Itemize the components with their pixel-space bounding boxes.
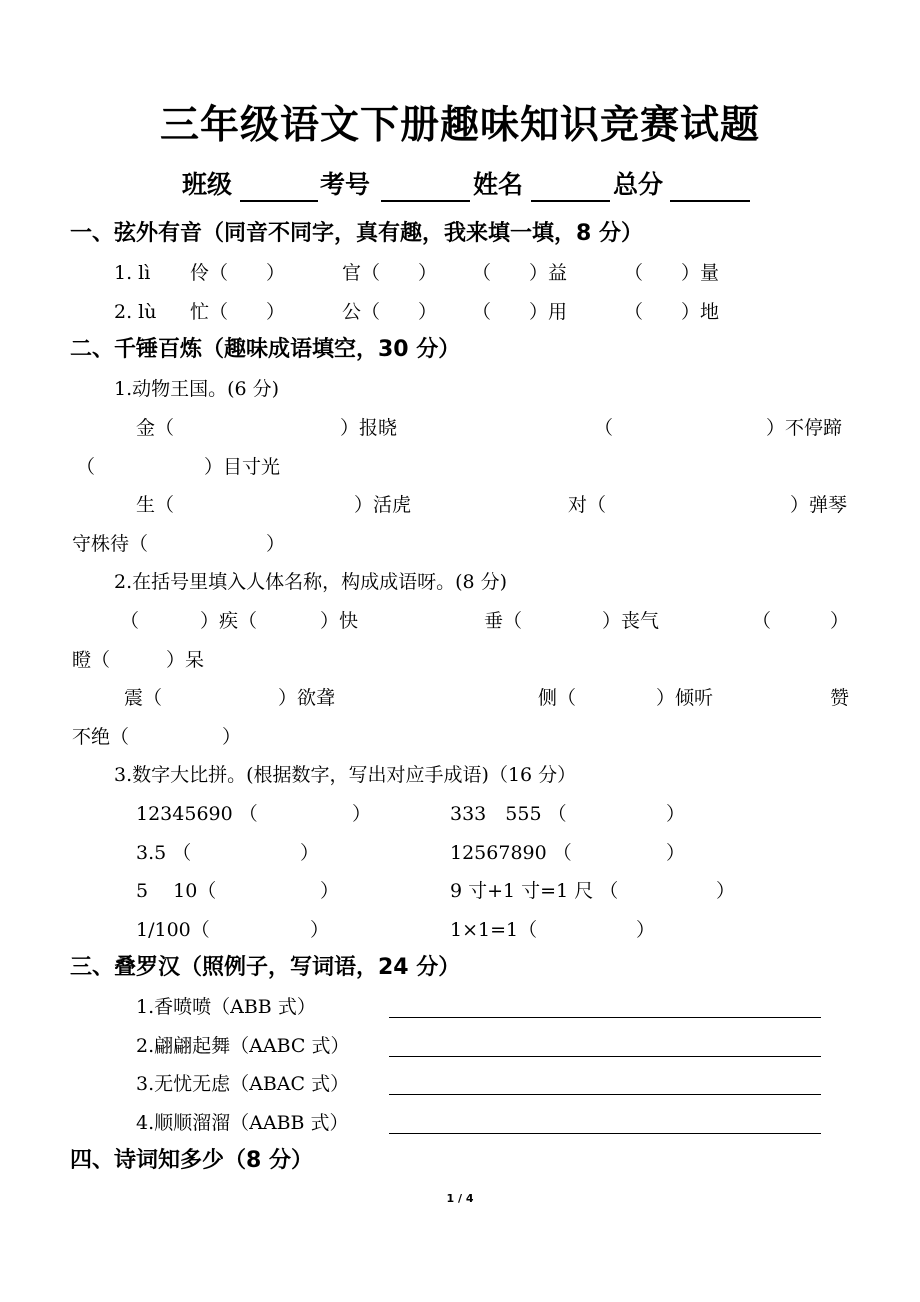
s2-q1-l4a: 守株待（	[72, 533, 149, 555]
s3-answer-line-2[interactable]	[389, 1056, 821, 1057]
s1-row1-c: （ ）益	[472, 262, 568, 284]
s2-q1-l1a: 金（	[136, 417, 175, 439]
s2-q1-l4b: ）	[266, 533, 286, 555]
score-blank[interactable]	[670, 200, 750, 202]
s1-row2-c: （ ）用	[472, 301, 568, 323]
s2-q1-l3d: ）弹琴	[790, 494, 848, 516]
s2-q3-r4c: 1×1=1（	[450, 919, 538, 941]
s2-q3-r2d: ）	[666, 842, 686, 864]
score-label: 总分	[613, 170, 664, 199]
s2-q3-r3a: 5 10（	[136, 880, 217, 902]
s1-row1-b: 官（ ）	[342, 262, 438, 284]
section-2-heading: 二、千锤百炼（趣味成语填空，30 分）	[70, 337, 461, 362]
s2-q2-l3a: 震（	[124, 687, 163, 709]
name-label: 姓名	[473, 170, 524, 199]
s1-row2-b: 公（ ）	[342, 301, 438, 323]
s2-q1-l2a: （	[76, 456, 96, 478]
s2-q1-l2b: ）目寸光	[204, 456, 281, 478]
s2-q2-l3e: 赞	[830, 687, 850, 709]
class-blank[interactable]	[240, 200, 318, 202]
s3-item-4: 4.顺顺溜溜（AABB 式）	[136, 1112, 349, 1134]
s2-q2-l2b: ）呆	[166, 649, 205, 671]
s2-q3-r4d: ）	[636, 919, 656, 941]
s2-q2-l1f: （	[752, 610, 772, 632]
s2-q3-r1c: 333 555 （	[450, 803, 567, 825]
section-4-heading: 四、诗词知多少（8 分）	[70, 1148, 313, 1173]
s2-q3-r3b: ）	[320, 880, 340, 902]
section-1-heading: 一、弦外有音（同音不同字，真有趣，我来填一填，8 分）	[70, 221, 643, 246]
s3-item-2: 2.翩翩起舞（AABC 式）	[136, 1035, 350, 1057]
s2-q1-l3b: ）活虎	[354, 494, 412, 516]
s1-row1-d: （ ）量	[624, 262, 720, 284]
s2-q2-l1b: ）疾（	[200, 610, 258, 632]
name-blank[interactable]	[531, 200, 610, 202]
s2-q3-r2a: 3.5 （	[136, 842, 192, 864]
s2-q2-l3c: 侧（	[538, 687, 577, 709]
s2-q3-r4a: 1/100（	[136, 919, 210, 941]
s1-row2-num: 2. lù	[114, 301, 157, 323]
s2-q1-l3c: 对（	[568, 494, 607, 516]
s2-q3-title: 3.数字大比拼。(根据数字，写出对应手成语)（16 分）	[114, 764, 577, 786]
s3-answer-line-4[interactable]	[389, 1133, 821, 1134]
s2-q3-r2b: ）	[300, 842, 320, 864]
s2-q2-title: 2.在括号里填入人体名称，构成成语呀。(8 分)	[114, 571, 508, 593]
s2-q2-l1e: ）丧气	[602, 610, 660, 632]
s3-answer-line-3[interactable]	[389, 1094, 821, 1095]
s2-q2-l4b: ）	[222, 726, 242, 748]
s2-q2-l1d: 垂（	[484, 610, 523, 632]
s2-q3-r3d: ）	[716, 880, 736, 902]
s2-q3-r3c: 9 寸+1 寸=1 尺 （	[450, 880, 619, 902]
s2-q1-l1b: ）报晓	[340, 417, 398, 439]
s1-row1-num: 1. lì	[114, 262, 151, 284]
s2-q3-r2c: 12567890 （	[450, 842, 572, 864]
section-3-heading: 三、叠罗汉（照例子，写词语，24 分）	[70, 955, 461, 980]
s2-q2-l4a: 不绝（	[72, 726, 130, 748]
number-label: 考号	[320, 170, 371, 199]
s2-q3-r1b: ）	[352, 803, 372, 825]
s2-q3-r1d: ）	[666, 803, 686, 825]
s2-q1-l1c: （	[594, 417, 614, 439]
s2-q1-l3a: 生（	[136, 494, 175, 516]
number-blank[interactable]	[381, 200, 470, 202]
s2-q2-l1g: ）	[830, 610, 850, 632]
s2-q3-r4b: ）	[310, 919, 330, 941]
s3-item-3: 3.无忧无虑（ABAC 式）	[136, 1073, 350, 1095]
s2-q2-l2a: 瞪（	[72, 649, 111, 671]
s2-q1-l1d: ）不停蹄	[766, 417, 843, 439]
s3-item-1: 1.香喷喷（ABB 式）	[136, 996, 316, 1018]
s2-q2-l3d: ）倾听	[656, 687, 714, 709]
s2-q3-r1a: 12345690 （	[136, 803, 258, 825]
s2-q1-title: 1.动物王国。(6 分)	[114, 378, 280, 400]
s2-q2-l1a: （	[120, 610, 140, 632]
s1-row2-a: 忙（ ）	[190, 301, 286, 323]
s2-q2-l3b: ）欲聋	[278, 687, 336, 709]
s1-row2-d: （ ）地	[624, 301, 720, 323]
page-number: 1 / 4	[446, 1192, 474, 1205]
page-title: 三年级语文下册趣味知识竞赛试题	[159, 103, 760, 148]
class-label: 班级	[182, 170, 233, 199]
s1-row1-a: 伶（ ）	[190, 262, 286, 284]
s2-q2-l1c: ）快	[320, 610, 359, 632]
s3-answer-line-1[interactable]	[389, 1017, 821, 1018]
